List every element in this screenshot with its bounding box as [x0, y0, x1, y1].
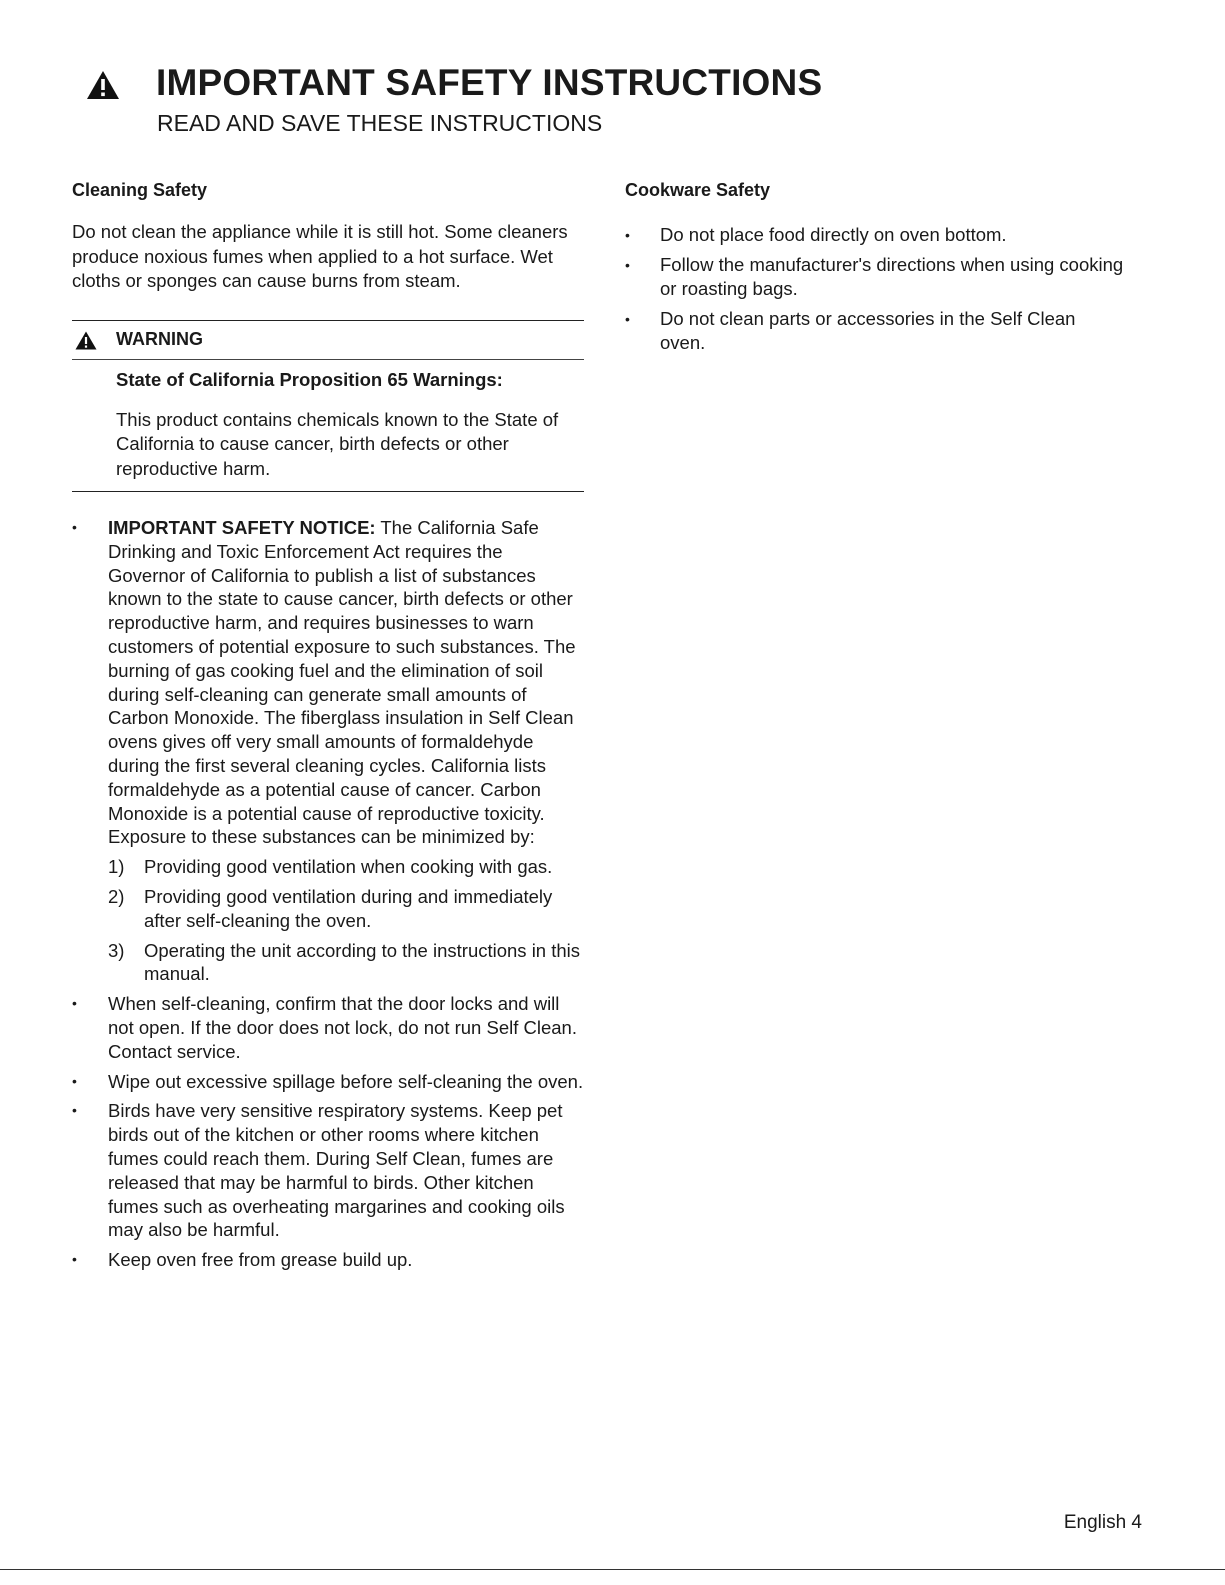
- warning-triangle-icon: [86, 70, 120, 100]
- list-item: • Do not place food directly on oven bottom.: [625, 223, 1125, 247]
- cleaning-safety-list: [72, 516, 584, 1272]
- cookware-safety-list: [625, 223, 1125, 355]
- list-item: • Birds have very sensitive respiratory systems. Keep pet birds out of the kitchen or other rooms where kitchen fumes could reach them. During Self Clean, fumes are released that may be harmful to birds. Other kitchen fumes such as overheating margarines and cooking oils may also be harmful.: [72, 1099, 584, 1242]
- warning-header: [72, 321, 584, 360]
- cleaning-safety-section: [72, 178, 584, 1278]
- step-text: Operating the unit according to the instructions in this manual.: [144, 939, 581, 985]
- list-item: • Keep oven free from grease build up.: [72, 1248, 584, 1272]
- notice-text: The California Safe Drinking and Toxic Enforcement Act requires the Governor of California to publish a list of substances known to the state to cause cancer, birth defects or other reproductive harm, and requires businesses to warn customers of potential exposure to such substances. The burning of gas cooking fuel and the elimination of soil during self-cleaning can generate small amounts of Carbon Monoxide. The fiberglass insulation in Self Clean ovens gives off very small amounts of formaldehyde during the first several cleaning cycles. California lists formaldehyde as a potential cause of cancer. Carbon Monoxide is a potential cause of reproductive toxicity. Exposure to these substances can be minimized by:: [108, 517, 576, 848]
- cookware-safety-section: [625, 178, 1125, 361]
- step-number: 1): [108, 856, 125, 878]
- list-item: • Follow the manufacturer's directions when using cooking or roasting bags.: [625, 253, 1125, 301]
- notice-lead: IMPORTANT SAFETY NOTICE:: [108, 517, 376, 538]
- list-item: [108, 885, 584, 933]
- cleaning-safety-intro: Do not clean the appliance while it is still hot. Some cleaners produce noxious fumes when applied to a hot surface. Wet cloths or sponges can cause burns from steam.: [72, 221, 568, 291]
- page-number: English 4: [1063, 1512, 1142, 1533]
- cleaning-safety-heading: Cleaning Safety: [72, 180, 208, 200]
- step-text: Providing good ventilation when cooking with gas.: [144, 856, 553, 878]
- step-text: Providing good ventilation during and immediately after self-cleaning the oven.: [144, 885, 553, 931]
- page-title: IMPORTANT SAFETY INSTRUCTIONS: [156, 62, 823, 103]
- warning-text: This product contains chemicals known to the State of California to cause cancer, birth defects or other reproductive harm.: [116, 408, 559, 479]
- mitigation-steps: [108, 855, 584, 986]
- warning-title: State of California Proposition 65 Warnings:: [116, 368, 503, 390]
- step-number: 3): [108, 939, 125, 961]
- list-item: • When self-cleaning, confirm that the door locks and will not open. If the door does not lock, do not run Self Clean. Contact service.: [72, 992, 584, 1063]
- step-number: 2): [108, 885, 125, 907]
- warning-label: WARNING: [116, 328, 203, 349]
- warning-body: [72, 360, 584, 492]
- list-item: [108, 855, 584, 879]
- cookware-safety-heading: Cookware Safety: [625, 180, 771, 200]
- list-item: [108, 939, 584, 987]
- bottom-divider: [0, 1569, 1225, 1570]
- prop65-warning-box: [72, 320, 584, 493]
- list-item: [72, 516, 584, 986]
- list-item: • Wipe out excessive spillage before self-cleaning the oven.: [72, 1070, 584, 1094]
- page-subtitle: READ AND SAVE THESE INSTRUCTIONS: [157, 110, 603, 136]
- warning-triangle-icon: [75, 331, 97, 350]
- list-item: • Do not clean parts or accessories in the Self Clean oven.: [625, 307, 1125, 355]
